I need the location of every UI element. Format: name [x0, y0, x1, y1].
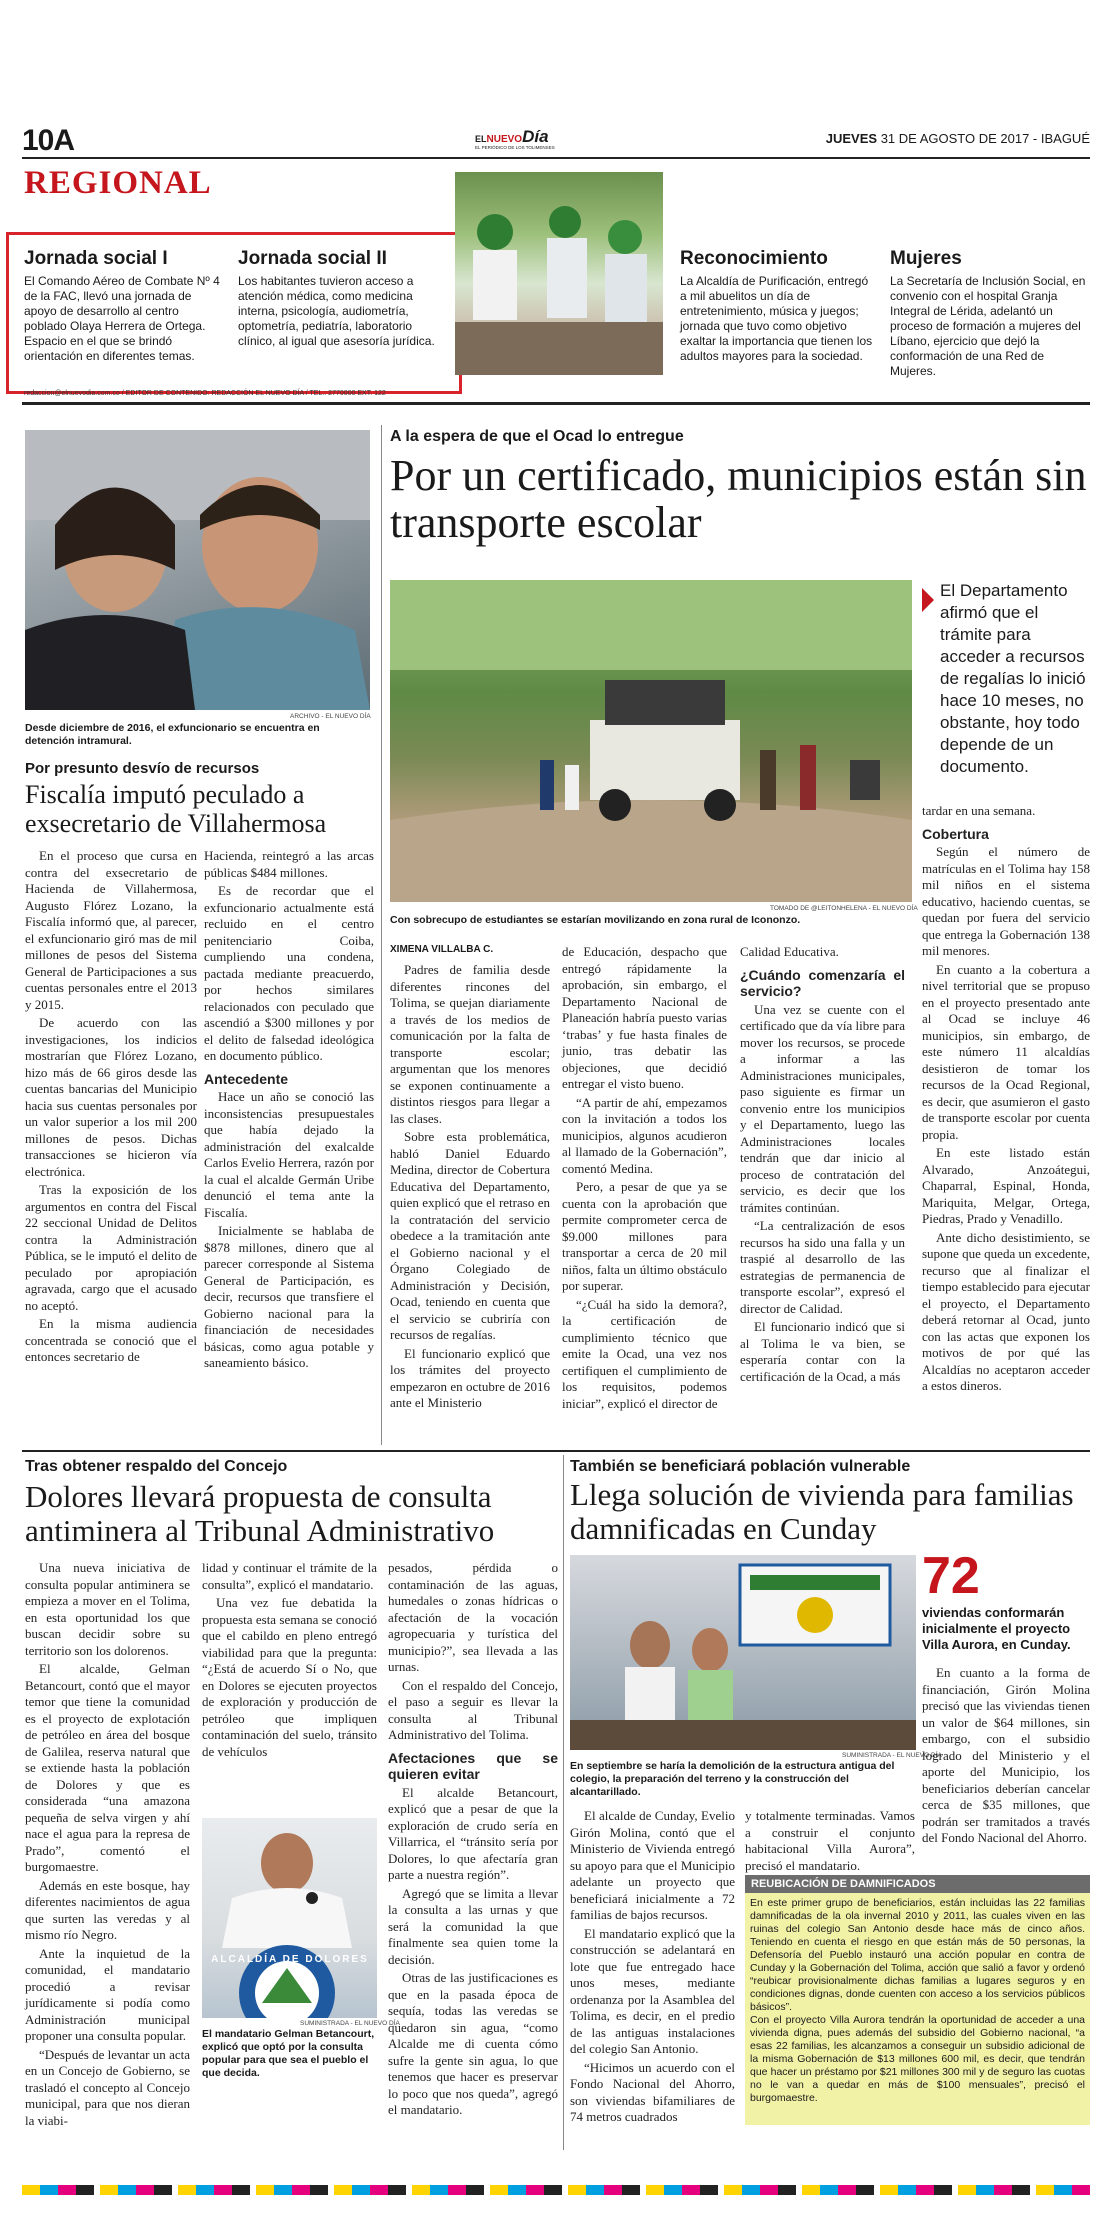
article-headline: Fiscalía imputó peculado a exsecretario de Villahermosa [25, 780, 327, 838]
article-column: de Educación, despacho que entregó rápidamente la aprobación, sin embargo, el Departamento Nacional de Planeación habría puesto varias ‘trabas’ y fue hasta finales de junio, tras debatir las objeciones, que decidió entregar el visto bueno. “A partir de ahí, empezamos con la invitación a todos los municipios, algunos acudieron al llamado de la Gobernación”, comentó Medina. Pero, a pesar de que ya se cuenta con la aprobación que permite comprometer cerca de $9.000 millones para transportar a cerca de 20 mil niños, falta un último obstáculo por superar. “¿Cuál ha sido la demora?, la certificación de cumplimiento técnico que emite la Ocad, una vez nos certifiquen el cumplimiento de los requisitos, podemos iniciar”, explicó el director de [562, 944, 727, 1411]
pull-quote: El Departamento afirmó que el trámite para acceder a recursos de regalías lo inició hace 10 meses, no obstante, hoy todo depende de un documento. [940, 581, 1086, 776]
article-column: El alcalde de Cunday, Evelio Girón Molina, contó que el Ministerio de Vivienda entregó su apoyo para que el Municipio adelante un proyecto que beneficiará inicialmente a 72 familias de bajos recursos. El mandatario explicó que la construcción se adelantará en lote que fue entregado hace unos meses, mediante ordenanza por la Asamblea del Tolima, es decir, en el predio de las antiguas instalaciones del colegio San Antonio. “Hicimos un acuerdo con el Fondo Nacional del Ahorro, son viviendas bifamiliares de 74 metros cuadrados [570, 1808, 735, 2124]
photo-credit: SUMINISTRADA - EL NUEVO DÍA [842, 1752, 942, 1759]
quote-marker [922, 588, 934, 612]
resettlement-box [745, 1875, 1090, 2125]
elderly-event-photo [455, 172, 663, 375]
photo-caption: Desde diciembre de 2016, el exfuncionario se encuentra en detención intramural. [25, 722, 320, 747]
article-column: Una nueva iniciativa de consulta popular antiminera se empieza a mover en el Tolima, en esta oportunidad los que buscan decidir sobre su territorio son los dolorenos. El alcalde, Gelman Betancourt, contó que el mayor temor que tiene la comunidad es el proyecto de explotación de petróleo en área del bosque de Galilea, reserva natural que se extiende hasta la población de Dolores y que es considerada “una amazona pequeña de selva virgen y ahí nace el agua para la represa de Prado”, comentó el burgomaestre. Además en este bosque, hay diferentes nacimientos de agua que surten las veredas y al mismo río Negro. Ante la inquietud de la comunidad, el mandatario procedió a revisar jurídicamente si podía como Administración municipal proponer una consulta popular. “Después de levantar un acta en un Concejo de Gobierno, se trasladó el concepto al Concejo municipal, para que nos dieran la viabi- [25, 1560, 190, 2128]
cunday-meeting-photo [570, 1555, 916, 1750]
photo-credit: TOMADO DE @LEITONHELENA - EL NUEVO DÍA [770, 905, 918, 912]
article-column: En el proceso que cursa en contra del exsecretario de Hacienda de Villahermosa, Augusto Flórez Lozano, la Fiscalía informó que, al parecer, el exfuncionario giró mas de mil millones de pesos del Sistema General de Participaciones a sus cuentas personales entre el 2013 y 2015. De acuerdo con las investigaciones, los indicios mostrarían que Flórez Lozano, hizo más de 66 giros desde las cuentas bancarias del Municipio hacia sus cuentas personales por un valor superior a los mil 200 millones de pesos. Dichas transacciones se hicieron vía electrónica. Tras la exposición de los argumentos en contra del Fiscal 22 seccional Unidad de Delitos contra la Administración Pública, se le imputó el delito de peculado por apropiación agravada, cargo que el acusado no aceptó. En la misma audiencia concentrada se conoció que el entonces secretario de [25, 848, 197, 1364]
mayor-photo [202, 1818, 377, 2018]
brief-mujeres: Mujeres La Secretaría de Inclusión Social, en convenio con el hospital Granja Integral de Lérida, adelantó un proceso de formación a mujeres del Líbano, ejercicio que dejó la conformación de una Red de Mujeres. [890, 248, 1086, 378]
article-column: Calidad Educativa. ¿Cuándo comenzaría el servicio? Una vez se cuente con el certificado que da vía libre para mover los recursos, se procede a informar a las Administraciones municipales, paso siguiente es firmar un convenio entre los municipios y el Departamento, luego las Administraciones locales tendrán que dar inicio al proceso de contratación del servicio, es decir que los trámites continúan. “La centralización de esos recursos ha sido una falla y un traspié al desarrollo de las estrategias de permanencia de transporte escolar”, expresó el director de Calidad. El funcionario indicó que si al Tolima le va bien, se esperaría contar con la certificación de la Ocad, a más [740, 944, 905, 1384]
couple-photo [25, 430, 370, 710]
article-column: lidad y continuar el trámite de la consulta”, explicó el mandatario. Una vez fue debatida la propuesta esta semana se conoció que el cabildo en pleno entregó viabilidad para que la pregunta: “¿Está de acuerdo Sí o No, que en Dolores se ejecuten proyectos de exploración y producción de petróleo que impliquen contaminación del suelo, tránsito de vehículos [202, 1560, 377, 1759]
editor-line: redaccion@elnuevodia.com.co / EDITOR DE CONTENIDO: REDACCIÓN EL NUEVO DÍA / TEL.: 2770000 EXT. 122 [24, 390, 386, 397]
registration-strip [22, 2185, 1090, 2195]
section-title: REGIONAL [24, 165, 212, 201]
photo-caption: En septiembre se haría la demolición de la estructura antigua del colegio, la preparación del terreno y la construcción del alcantarillado. [570, 1760, 895, 1798]
article-column: Padres de familia desde diferentes rincones del Tolima, se quejan diariamente a través de los medios de comunicación por la falta de transporte escolar; argumentan que los menores se exponen continuamente a distintos riesgos para llegar a las clases. Sobre esta problemática, habló Daniel Eduardo Medina, director de Cobertura Educativa del Departamento, quien explicó que el retraso en la contratación del servicio obedece a la tramitación ante el Gobierno nacional y el Órgano Colegiado de Administración y Decisión, Ocad, teniendo en cuenta que el servicio se cubriría con recursos de regalías. El funcionario explicó que los trámites del proyecto empezaron en octubre de 2016 ante el Ministerio [390, 962, 550, 1410]
box-paragraph: Con el proyecto Villa Aurora tendrán la oportunidad de acceder a una vivienda digna, pues además del subsidio del Gobierno nacional, “a esas 22 familias, les alcanzamos a conseguir un subsidio adicional de la misma Gobernación de $13 millones 600 mil, es decir, que tendrán que hacer un préstamo por $21 millones 300 mil y de seguro las cuotas no le van a quedar en más de $100 mensuales”, precisó el burgomaestre. [750, 2014, 1085, 2104]
photo-caption: Con sobrecupo de estudiantes se estarían movilizando en zona rural de Icononzo. [390, 914, 801, 926]
photo-credit: ARCHIVO - EL NUEVO DÍA [290, 713, 371, 720]
brief-reconocimiento: Reconocimiento La Alcaldía de Purificación, entregó a mil abuelitos un día de entretenimiento, música y juegos; jornada que tuvo como objetivo exaltar la importancia que tienen los adultos mayores para la sociedad. [680, 248, 873, 363]
masthead-logo: ELNUEVODía EL PERIÓDICO DE LOS TOLIMENSES [475, 127, 555, 150]
issue-date: JUEVES 31 DE AGOSTO DE 2017 - IBAGUÉ [825, 131, 1090, 146]
big-number: 72 [922, 1547, 980, 1605]
box-paragraph: En este primer grupo de beneficiarios, están incluidas las 22 familias damnificadas de la ola invernal 2010 y 2011, las cuales viven en las ruinas del colegio San Antonio desde hace más de cinco años. Teniendo en cuenta el riesgo en que están más de 50 personas, la Defensoría del Pueblo instauró una acción popular en contra de Cunday y la Gobernación del Tolima, acción que salió a favor y ordenó “reubicar provisionalmente dichas familias a lugares seguros y en condiciones dignas, donde cuenten con acceso a los servicios públicos básicos”. [750, 1897, 1085, 2013]
banner-text: ALCALDÍA DE DOLORES [211, 1954, 369, 1965]
subheading: Antecedente [204, 1070, 289, 1087]
school-transport-photo [390, 580, 912, 902]
article-kicker: Tras obtener respaldo del Concejo [25, 1458, 288, 1475]
subheading: ¿Cuándo comenzaría el servicio? [740, 966, 905, 999]
article-headline: Por un certificado, municipios están sin transporte escolar [390, 451, 1087, 547]
brief-jornada-social-2: Jornada social II Los habitantes tuvieron acceso a atención médica, como medicina interna, psicología, audiometría, optometría, pediatría, laboratorio clínico, al igual que asesoría jurídica. [238, 248, 435, 348]
article-kicker: Por presunto desvío de recursos [25, 760, 260, 777]
article-column: y totalmente terminadas. Vamos a construir el conjunto habitacional Villa Aurora”, precisó el mandatario. [745, 1808, 915, 1873]
article-column: Hacienda, reintegró a las arcas públicas $484 millones. Es de recordar que el exfuncionario actualmente está recluido en el centro penitenciario Coiba, cumpliendo una condena, pactada mediante preacuerdo, por hechos similares relacionados con peculado que ascendió a $300 millones y por el delito de falsedad ideológica en documento público. Antecedente Hace un año se conoció las inconsistencias presupuestales que había dejado la administración del exalcalde Carlos Evelio Herrera, razón por la cual el alcalde Germán Uribe denunció el tema ante la Fiscalía. Inicialmente se hablaba de $878 millones, dinero que al parecer corresponde al Sistema General de Participación, es decir, recursos que transfiere el Gobierno nacional para la financiación de necesidades básicas, como agua potable y saneamiento básico. [204, 848, 375, 1370]
photo-caption: El mandatario Gelman Betancourt, explicó que optó por la consulta popular para que sea el pueblo el que decida. [202, 2028, 375, 2079]
article-column: pesados, pérdida o contaminación de las aguas, humedales o zonas hídricas o afectación de la vocación agropecuaria y turística del municipio?”, sea llevada a las urnas. Con el respaldo del Concejo, el paso a seguir es llevar la consulta al Tribunal Administrativo del Tolima. Afectaciones que se quieren evitar El alcalde Betancourt, explicó que a pesar de que la exploración de crudo sería en Villarrica, el “tránsito sería por Dolores, lo que afectaría gran parte a nuestra región”. Agregó que se limita a llevar la consulta a las urnas y que será la comunidad la que finalmente sea quien tome la decisión. Otras de las justificaciones es que en la pasada época de sequía, todas las veredas se quedaron sin agua, “como Alcalde me di cuenta cómo sufre la gente sin agua, lo que tenemos que hacer es preservar lo poco que nos queda”, agregó el mandatario. [388, 1560, 558, 2117]
brief-jornada-social-1: Jornada social I El Comando Aéreo de Combate Nº 4 de la FAC, llevó una jornada de apoyo de desarrollo al centro poblado Olaya Herrera de Ortega. Espacio en el que se brindó orientación en diferentes temas. [24, 248, 220, 363]
big-number-text: viviendas conformarán inicialmente el proyecto Villa Aurora, en Cunday. [922, 1605, 1071, 1652]
article-kicker: A la espera de que el Ocad lo entregue [390, 428, 684, 445]
article-headline: Llega solución de vivienda para familias damnificadas en Cunday [570, 1477, 1074, 1546]
box-title: REUBICACIÓN DE DAMNIFICADOS [745, 1875, 1090, 1893]
byline: XIMENA VILLALBA C. [390, 944, 494, 955]
article-column: En cuanto a la forma de financiación, Girón Molina precisó que las viviendas tienen un valor de $64 millones, sin embargo, con el subsidio logrado del Ministerio y el aporte del Municipio, los beneficiarios deberían cancelar cerca de $35 millones, que podrán ser tramitados a través del Fondo Nacional del Ahorro. [922, 1665, 1090, 1845]
article-kicker: También se beneficiará población vulnerable [570, 1458, 911, 1475]
subheading: Afectaciones que se quieren evitar [388, 1749, 558, 1782]
article-column: tardar en una semana. Cobertura Según el número de matrículas en el Tolima hay 158 mil niños en el sistema educativo, haciendo cuentas, se quedan por fuera del servicio que entrega la Gobernación 138 mil menores. En cuanto a la cobertura a nivel territorial que se propuso en el proyecto presentado ante al Ocad se incluye 46 municipios, sin embargo, de este número 11 alcaldías desistieron de tomar los recursos de la Ocad Regional, es decir, que asumieron el gasto de transporte escolar por cuenta propia. En este listado están Alvarado, Anzoátegui, Chaparral, Espinal, Honda, Mariquita, Melgar, Ortega, Piedras, Prado y Venadillo. Ante dicho desistimiento, se supone que queda un excedente, recurso que al finalizar el tiempo establecido para ejecutar el proyecto, el Departamento deberá retornar al Ocad, junto con las actas que exponen los motivos de por qué las Alcaldías no aceptaron acceder a estos dineros. [922, 803, 1090, 1393]
article-headline: Dolores llevará propuesta de consulta antiminera al Tribunal Administrativo [25, 1479, 495, 1548]
page-number: 10A [22, 124, 75, 157]
subheading: Cobertura [922, 825, 989, 842]
photo-credit: SUMINISTRADA - EL NUEVO DÍA [300, 2020, 400, 2027]
